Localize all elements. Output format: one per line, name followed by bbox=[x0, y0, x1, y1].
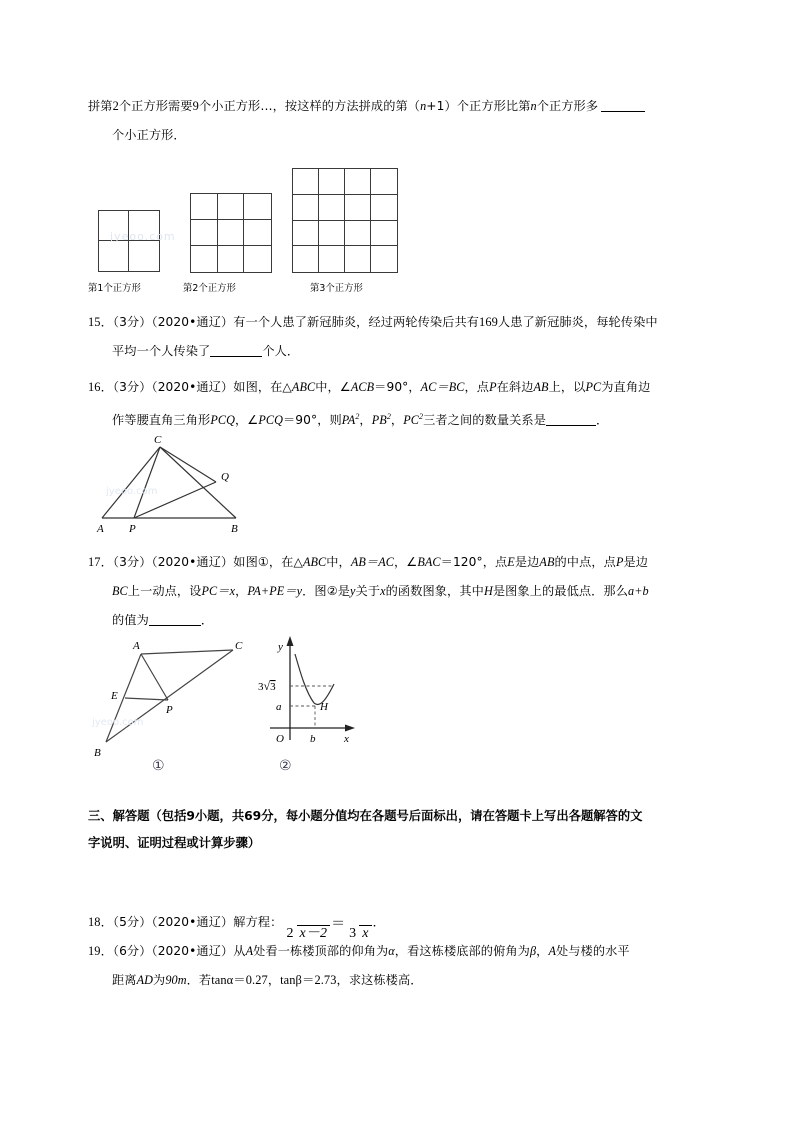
q17-var-y: y bbox=[350, 584, 356, 598]
q14-text-d: +1）个正方形比第 bbox=[426, 99, 531, 113]
q19-distance-value: 90m bbox=[165, 973, 187, 987]
q19-tan-alpha: tanα＝0.27 bbox=[211, 973, 268, 987]
q15-number: 15 bbox=[88, 315, 101, 329]
q16-angle-acb: ACB bbox=[350, 380, 375, 394]
q17-var-x: x bbox=[380, 584, 386, 598]
q16-tri-pcq: PCQ bbox=[210, 413, 235, 428]
q14-line-2 bbox=[88, 121, 716, 150]
q16-text-h: 作等腰直角三角形 bbox=[112, 413, 211, 428]
q19-text-c: ，看这栋楼底部的俯角为 bbox=[394, 944, 530, 958]
figure-q16-triangle bbox=[88, 432, 273, 537]
q16-eq-ac-bc: AC＝BC bbox=[420, 380, 465, 394]
figure-q16-label-A: A bbox=[97, 523, 104, 535]
figure-q17a-label-A: A bbox=[133, 640, 140, 652]
min-point-label-H: H bbox=[320, 701, 328, 713]
q17-seg-bc: BC bbox=[112, 584, 128, 598]
q19-point-a2: A bbox=[548, 944, 556, 958]
q19-line-1: 19．（6分）（2020•通辽）从A处看一栋楼顶部的仰角为α，看这栋楼底部的俯角为β，A处与楼的水平 bbox=[88, 944, 630, 958]
y-axis-label: y bbox=[278, 641, 283, 653]
q19-angle-alpha: α bbox=[388, 944, 395, 958]
q15-text-c: 平均一个人传染了 bbox=[112, 344, 211, 358]
q17-line-1: 17．（3分）（2020•通辽）如图①，在△ABC中，AB＝AC，∠BAC＝120°，点E是边AB的中点，点P是边 bbox=[88, 555, 649, 569]
question-14-tail bbox=[88, 92, 716, 150]
q14-line-1 bbox=[88, 92, 716, 121]
q19-text-j: ，求这栋楼高． bbox=[336, 973, 423, 987]
q16-sup-2: 2 bbox=[386, 412, 391, 421]
q16-sup-3: 2 bbox=[419, 412, 424, 421]
q17-point-h: H bbox=[483, 584, 493, 598]
q14-var-n-1: n bbox=[420, 99, 427, 113]
q17-text-m: 是图象上的最低点．那么 bbox=[492, 584, 629, 598]
q17-expr-a-plus-b: a+b bbox=[628, 584, 649, 598]
origin-label-O: O bbox=[276, 733, 284, 745]
q17-eq-pc-x: PC＝x bbox=[201, 584, 236, 598]
q16-seg-pc: PC bbox=[585, 380, 602, 394]
q16-term-pc: PC bbox=[403, 413, 419, 428]
q15-answer-blank[interactable] bbox=[210, 344, 262, 357]
watermark-2: jyeoo.com bbox=[106, 486, 158, 497]
figure-q16-label-C: C bbox=[154, 434, 162, 446]
q17-seg-ab: AB bbox=[539, 555, 555, 569]
q14-answer-blank[interactable] bbox=[601, 99, 645, 112]
square-3 bbox=[292, 168, 398, 273]
q17-point-e: E bbox=[507, 555, 515, 569]
q15-score: （3分） bbox=[112, 315, 152, 329]
fraction-left-denominator: x－2 bbox=[297, 925, 331, 941]
q15-line-2 bbox=[88, 337, 716, 366]
figure-q17a-label-B: B bbox=[94, 747, 101, 759]
q15-text-b: 人患了新冠肺炎，每轮传染中 bbox=[497, 315, 658, 329]
q17-answer-blank[interactable] bbox=[149, 613, 201, 626]
y-axis-arrow bbox=[287, 636, 294, 646]
figure-q17a-label-E: E bbox=[111, 690, 118, 702]
q19-text-b: 处看一栋楼顶部的仰角为 bbox=[253, 944, 389, 958]
q14-text-a: 拼第 bbox=[88, 99, 113, 113]
q17-text-o: ． bbox=[200, 613, 214, 627]
q17-text-g: 是边 bbox=[623, 555, 649, 569]
q16-point-p: P bbox=[489, 380, 497, 394]
fraction-right-denominator: x bbox=[359, 925, 371, 941]
q15-num-169: 169 bbox=[479, 315, 498, 329]
q16-text-l: ． bbox=[595, 413, 609, 428]
q14-text-b: 个正方形需要 bbox=[118, 99, 193, 113]
q16-text-g: 为直角边 bbox=[601, 380, 651, 394]
q19-tan-beta: tanβ＝2.73 bbox=[280, 973, 337, 987]
q18-number: 18 bbox=[88, 915, 101, 929]
question-19 bbox=[88, 937, 716, 995]
equals-sign: ＝ bbox=[331, 917, 346, 932]
square-2 bbox=[190, 193, 272, 273]
q17-line-3 bbox=[88, 606, 716, 635]
q14-num-2: 9 bbox=[192, 99, 199, 113]
q16-line-1: 16．（3分）（2020•通辽）如图，在△ABC中，∠ACB＝90°，AC＝BC，点P在斜边AB上，以PC为直角边 bbox=[88, 380, 651, 394]
q17-text-n: 的值为 bbox=[112, 613, 149, 627]
q19-text-i: ， bbox=[267, 973, 281, 987]
section-heading-line-2: 字说明、证明过程或计算步骤） bbox=[88, 836, 261, 850]
q19-line-2 bbox=[88, 966, 716, 995]
q19-number: 19 bbox=[88, 944, 101, 958]
q16-source: （2020•通辽） bbox=[151, 380, 234, 394]
q19-text-g: 为 bbox=[153, 973, 166, 987]
figure-q17a-label-C: C bbox=[235, 640, 243, 652]
q16-number: 16 bbox=[88, 380, 101, 394]
figure-q16-label-B: B bbox=[231, 523, 238, 535]
q17-score: （3分） bbox=[112, 555, 152, 569]
q18-period: ． bbox=[372, 915, 385, 929]
q18-prompt: 解方程： bbox=[233, 915, 283, 929]
q16-answer-blank[interactable] bbox=[546, 413, 596, 426]
q19-text-f: 距离 bbox=[112, 973, 137, 987]
q17-text-k: 关于 bbox=[355, 584, 381, 598]
q18-source: （2020•通辽） bbox=[151, 915, 234, 929]
q19-angle-beta: β bbox=[529, 944, 537, 958]
q17-text-j: ．图②是 bbox=[302, 584, 351, 598]
q16-sup-1: 2 bbox=[355, 412, 360, 421]
q17-point-p: P bbox=[615, 555, 624, 569]
q16-term-pb: PB bbox=[371, 413, 387, 428]
question-16 bbox=[88, 373, 716, 435]
figure-q16-label-P: P bbox=[129, 523, 136, 535]
q16-text-c: ＝90°， bbox=[374, 380, 421, 394]
squares-figure bbox=[88, 158, 418, 298]
q17-eq-papE-y: PA+PE＝y bbox=[247, 584, 303, 598]
q16-score: （3分） bbox=[112, 380, 152, 394]
q16-text-b: 中，∠ bbox=[315, 380, 351, 394]
q19-text-h: ．若 bbox=[186, 973, 212, 987]
y-tick-label-3root3: 3√3 bbox=[258, 679, 276, 693]
q19-seg-ad: AD bbox=[136, 973, 154, 987]
q15-text-d: 个人． bbox=[262, 344, 300, 358]
q19-source: （2020•通辽） bbox=[151, 944, 234, 958]
q17-number: 17 bbox=[88, 555, 101, 569]
q16-term-pa: PA bbox=[341, 413, 356, 428]
figure-caption-1: ① bbox=[152, 758, 165, 774]
q14-text-c: 个小正方形…，按这样的方法拼成的第（ bbox=[198, 99, 421, 113]
watermark-3: jyeoo.com bbox=[92, 717, 144, 728]
q15-line-1: 15．（3分）（2020•通辽）有一个人患了新冠肺炎，经过两轮传染后共有169人患了新冠肺炎，每轮传染中 bbox=[88, 315, 658, 329]
q16-text-e: 在斜边 bbox=[496, 380, 534, 394]
figure-q16-label-Q: Q bbox=[221, 471, 229, 483]
q16-text-d: ，点 bbox=[464, 380, 490, 394]
q19-score: （6分） bbox=[112, 944, 152, 958]
x-axis-label: x bbox=[344, 733, 349, 745]
square-caption-1: 第1个正方形 bbox=[88, 283, 141, 294]
q16-text-f: 上，以 bbox=[548, 380, 586, 394]
q19-point-a: A bbox=[245, 944, 254, 958]
q19-text-d: ， bbox=[536, 944, 549, 958]
figure-q17-triangle bbox=[78, 632, 253, 762]
q14-var-n-2: n bbox=[530, 99, 537, 113]
section-heading-line-1: 三、解答题（包括9小题，共69分，每小题分值均在各题号后面标出，请在答题卡上写出各题解答的文 bbox=[88, 809, 643, 823]
q18-line-1: 18．（5分）（2020•通辽）解方程：2 x－2＝3 x． bbox=[88, 915, 385, 941]
q15-source: （2020•通辽） bbox=[151, 315, 234, 329]
figure-caption-2: ② bbox=[279, 758, 292, 774]
figure-q17-graph bbox=[248, 630, 363, 755]
q17-text-l: 的函数图象，其中 bbox=[385, 584, 484, 598]
q16-text-k: 三者之间的数量关系是 bbox=[423, 413, 546, 428]
q17-text-a: 如图①，在△ bbox=[233, 555, 303, 569]
fraction-right-numerator: 3 bbox=[349, 926, 357, 941]
q19-text-a: 从 bbox=[233, 944, 246, 958]
q17-text-c: ，∠ bbox=[394, 555, 418, 569]
q14-num-1: 2 bbox=[112, 99, 119, 113]
q17-line-2 bbox=[88, 577, 716, 606]
question-15 bbox=[88, 308, 716, 366]
q17-text-h: 上一动点，设 bbox=[127, 584, 202, 598]
q17-text-d: ＝120°，点 bbox=[440, 555, 508, 569]
q17-text-f: 的中点，点 bbox=[554, 555, 616, 569]
q16-text-j: ＝90°，则 bbox=[283, 413, 342, 428]
q17-angle-bac: BAC bbox=[417, 555, 441, 569]
q16-text-a: 如图，在△ bbox=[233, 380, 292, 394]
square-caption-2: 第2个正方形 bbox=[183, 283, 236, 294]
q17-text-e: 是边 bbox=[514, 555, 540, 569]
x-tick-label-b: b bbox=[310, 733, 316, 745]
q17-eq-ab-ac: AB＝AC bbox=[350, 555, 394, 569]
q14-text-e: 个正方形多 bbox=[536, 99, 599, 113]
q18-score: （5分） bbox=[112, 915, 152, 929]
q16-angle-pcq: PCQ bbox=[258, 413, 284, 428]
q17-tri-abc: ABC bbox=[302, 555, 327, 569]
fraction-left-numerator: 2 bbox=[286, 926, 294, 941]
q16-line-2: 作等腰直角三角形PCQ，∠PCQ＝90°，则$PA^2$，$PB^2$，$PC^2$三者之间的数量关系是 ． bbox=[112, 412, 609, 428]
q16-tri-abc: ABC bbox=[291, 380, 316, 394]
x-axis-arrow bbox=[345, 725, 355, 732]
figure-q17a-label-P: P bbox=[166, 704, 173, 716]
q17-text-i: ， bbox=[235, 584, 248, 598]
section-heading bbox=[88, 803, 720, 857]
square-caption-3: 第3个正方形 bbox=[310, 283, 363, 294]
q16-text-i: ，∠ bbox=[235, 413, 259, 428]
q16-seg-ab: AB bbox=[533, 380, 549, 394]
curve-descending bbox=[295, 654, 314, 703]
q15-text-a: 有一个人患了新冠肺炎，经过两轮传染后共有 bbox=[233, 315, 480, 329]
watermark-1: jyeoo.com bbox=[110, 230, 176, 243]
question-17 bbox=[88, 548, 716, 635]
q17-text-b: 中， bbox=[326, 555, 351, 569]
q14-text-f: 个小正方形． bbox=[112, 128, 186, 142]
y-tick-label-a: a bbox=[276, 701, 282, 713]
q19-text-e: 处与楼的水平 bbox=[555, 944, 630, 958]
q17-source: （2020•通辽） bbox=[151, 555, 234, 569]
